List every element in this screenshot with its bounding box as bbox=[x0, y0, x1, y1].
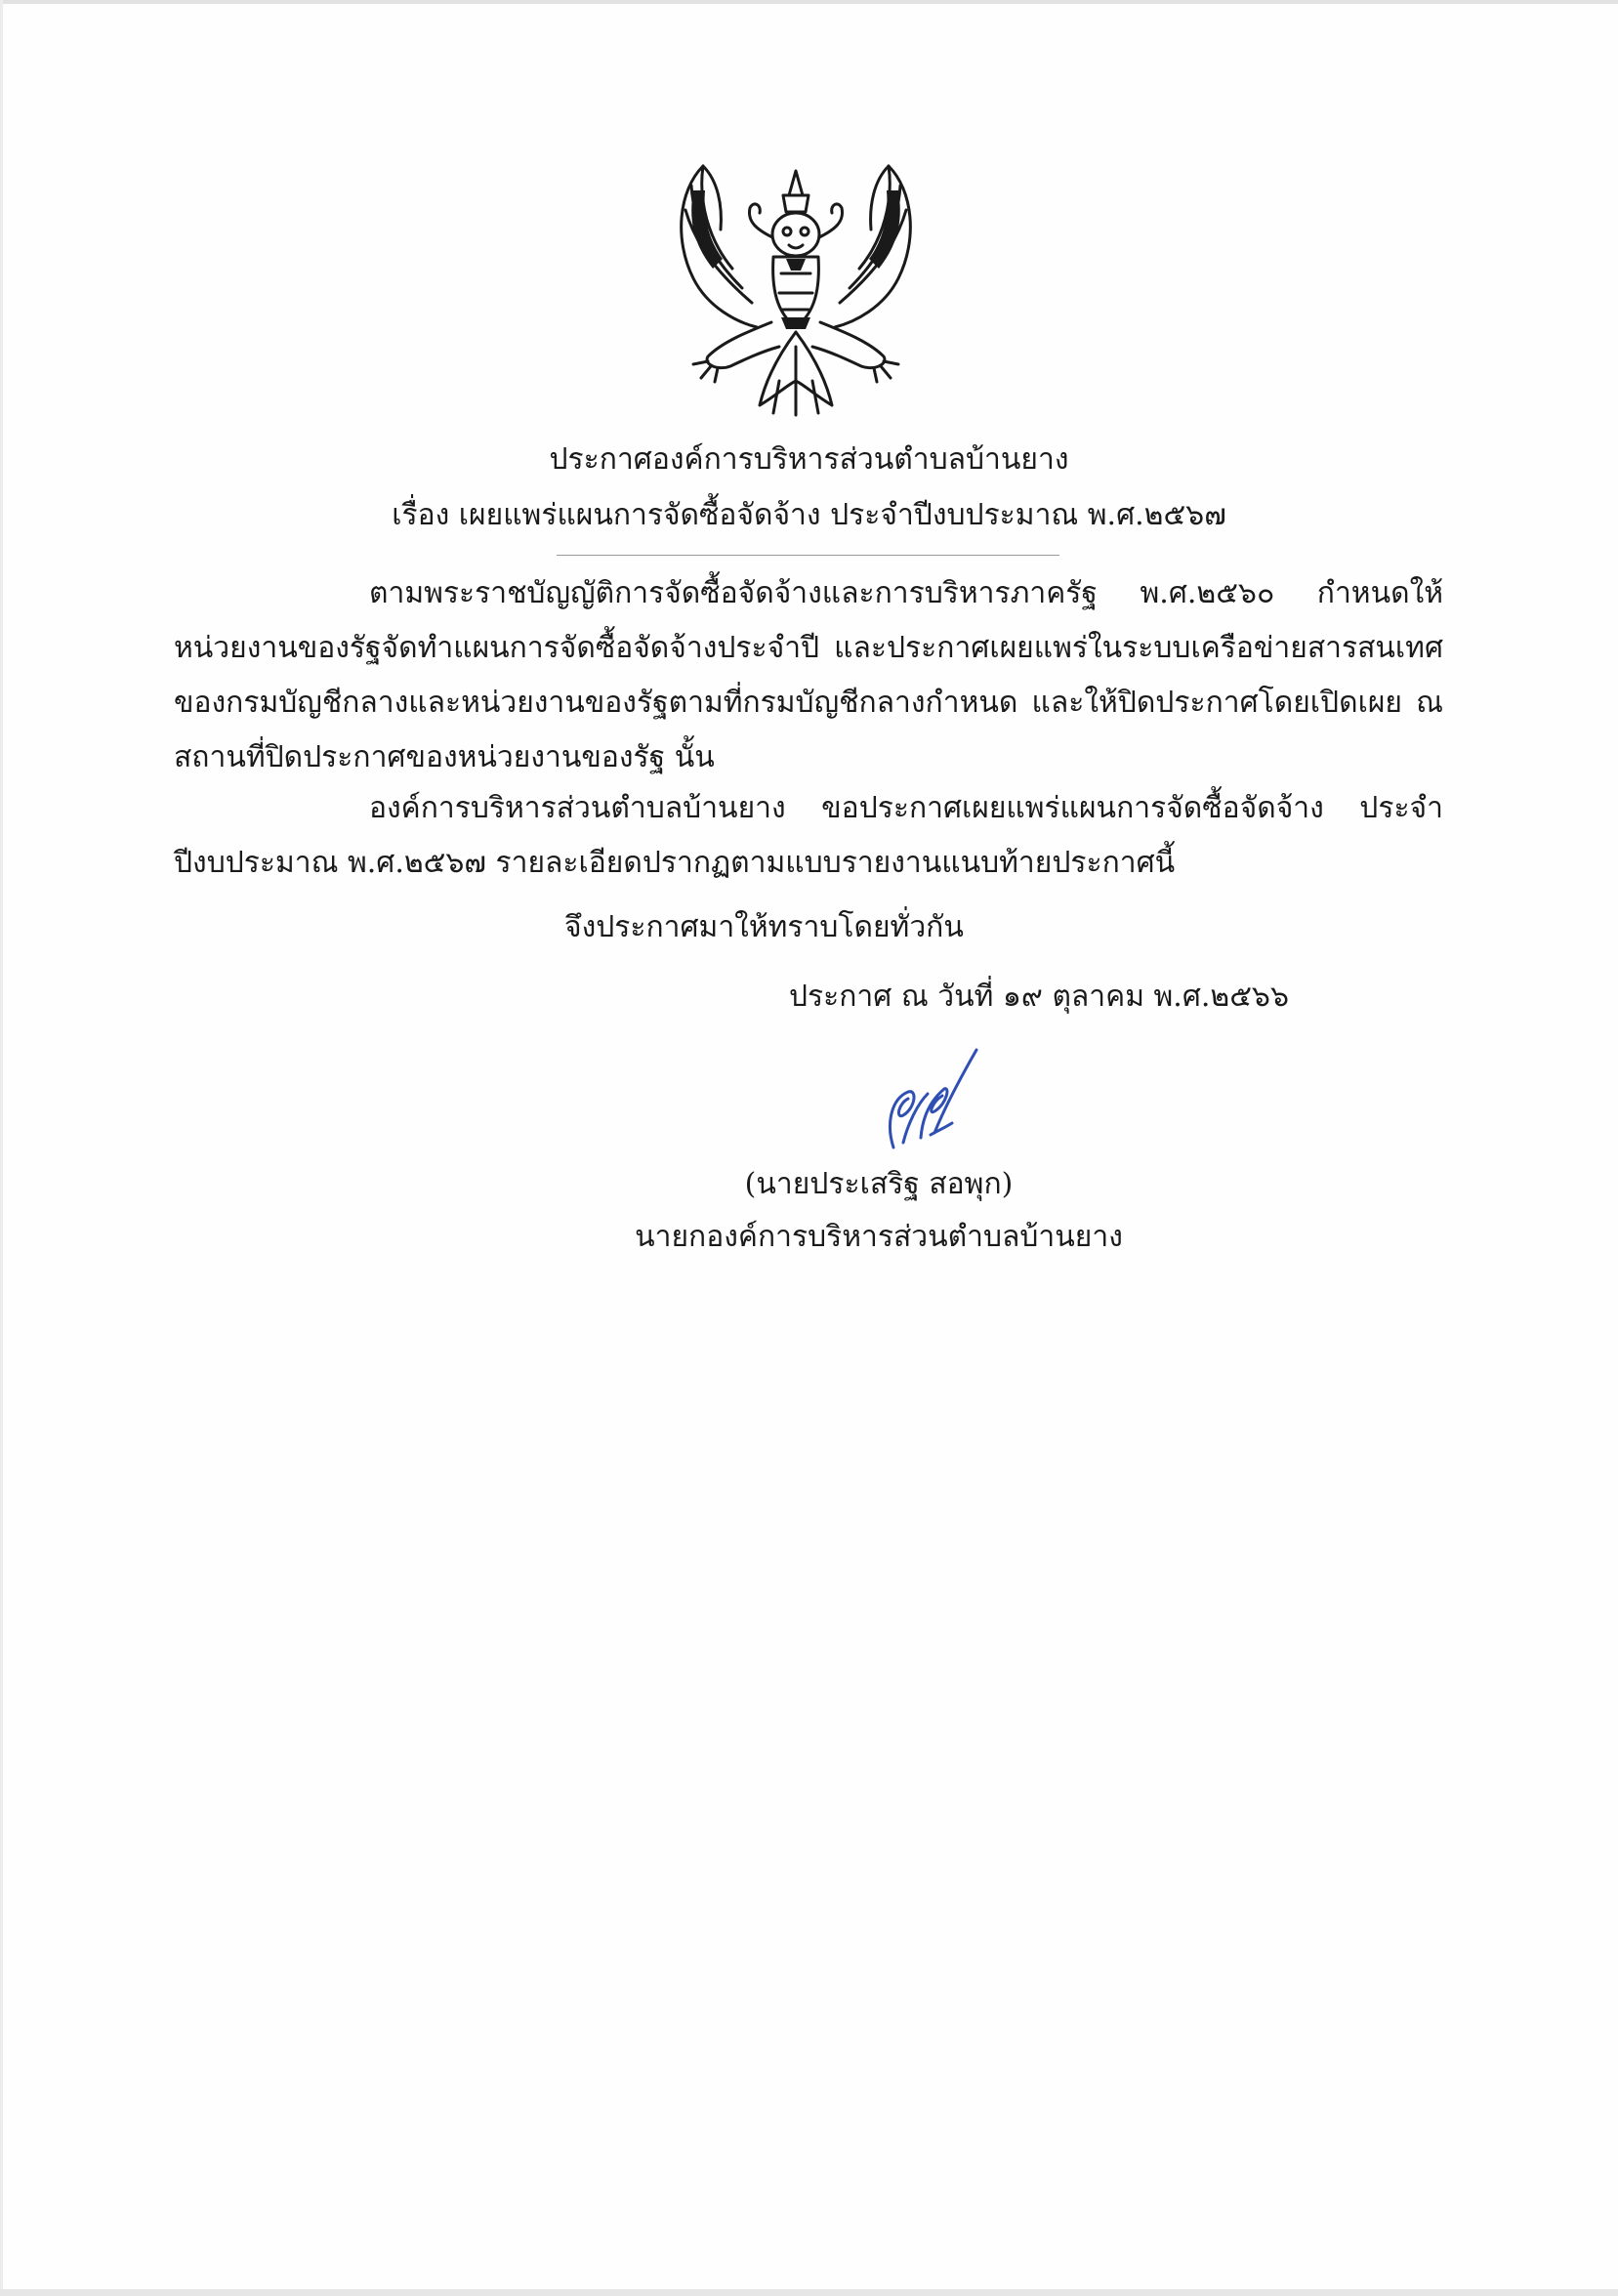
signer-position: นายกองค์การบริหารส่วนตำบลบ้านยาง bbox=[635, 1220, 1123, 1254]
body-paragraph-2-text: องค์การบริหารส่วนตำบลบ้านยาง ขอประกาศเผยแพร่แผนการจัดซื้อจัดจ้าง ประจำปีงบประมาณ พ.ศ.๒๕๖๗ รายละเอียดปรากฏตามแบบรายงานแนบท้ายประกาศนี้ bbox=[174, 791, 1443, 880]
announcement-title: ประกาศองค์การบริหารส่วนตำบลบ้านยาง bbox=[549, 442, 1069, 477]
closing-statement: จึงประกาศมาให้ทราบโดยทั่วกัน bbox=[564, 910, 964, 944]
body-paragraph-2 bbox=[174, 781, 1443, 891]
scan-edge-top bbox=[0, 0, 1618, 4]
title-divider bbox=[557, 555, 1059, 556]
announcement-subject: เรื่อง เผยแพร่แผนการจัดซื้อจัดจ้าง ประจำปีงบประมาณ พ.ศ.๒๕๖๗ bbox=[392, 498, 1226, 532]
garuda-emblem-icon bbox=[664, 151, 928, 430]
body-paragraph-1 bbox=[174, 566, 1443, 785]
signer-name: (นายประเสริฐ สอพุก) bbox=[744, 1167, 1014, 1201]
body-paragraph-1-text: ตามพระราชบัญญัติการจัดซื้อจัดจ้างและการบริหารภาครัฐ พ.ศ.๒๕๖๐ กำหนดให้หน่วยงานของรัฐจัดทำแผนการจัดซื้อจัดจ้างประจำปี และประกาศเผยแพร่ในระบบเครือข่ายสารสนเทศของกรมบัญชีกลางและหน่วยงานของรัฐตามที่กรมบัญชีกลางกำหนด และให้ปิดประกาศโดยเปิดเผย ณ สถานที่ปิดประกาศของหน่วยงานของรัฐ นั้น bbox=[174, 576, 1443, 774]
scan-edge-bottom bbox=[0, 2289, 1618, 2296]
announcement-date: ประกาศ ณ วันที่ ๑๙ ตุลาคม พ.ศ.๒๕๖๖ bbox=[789, 980, 1289, 1014]
handwritten-signature bbox=[874, 1045, 981, 1157]
scan-edge-left bbox=[0, 0, 3, 2296]
